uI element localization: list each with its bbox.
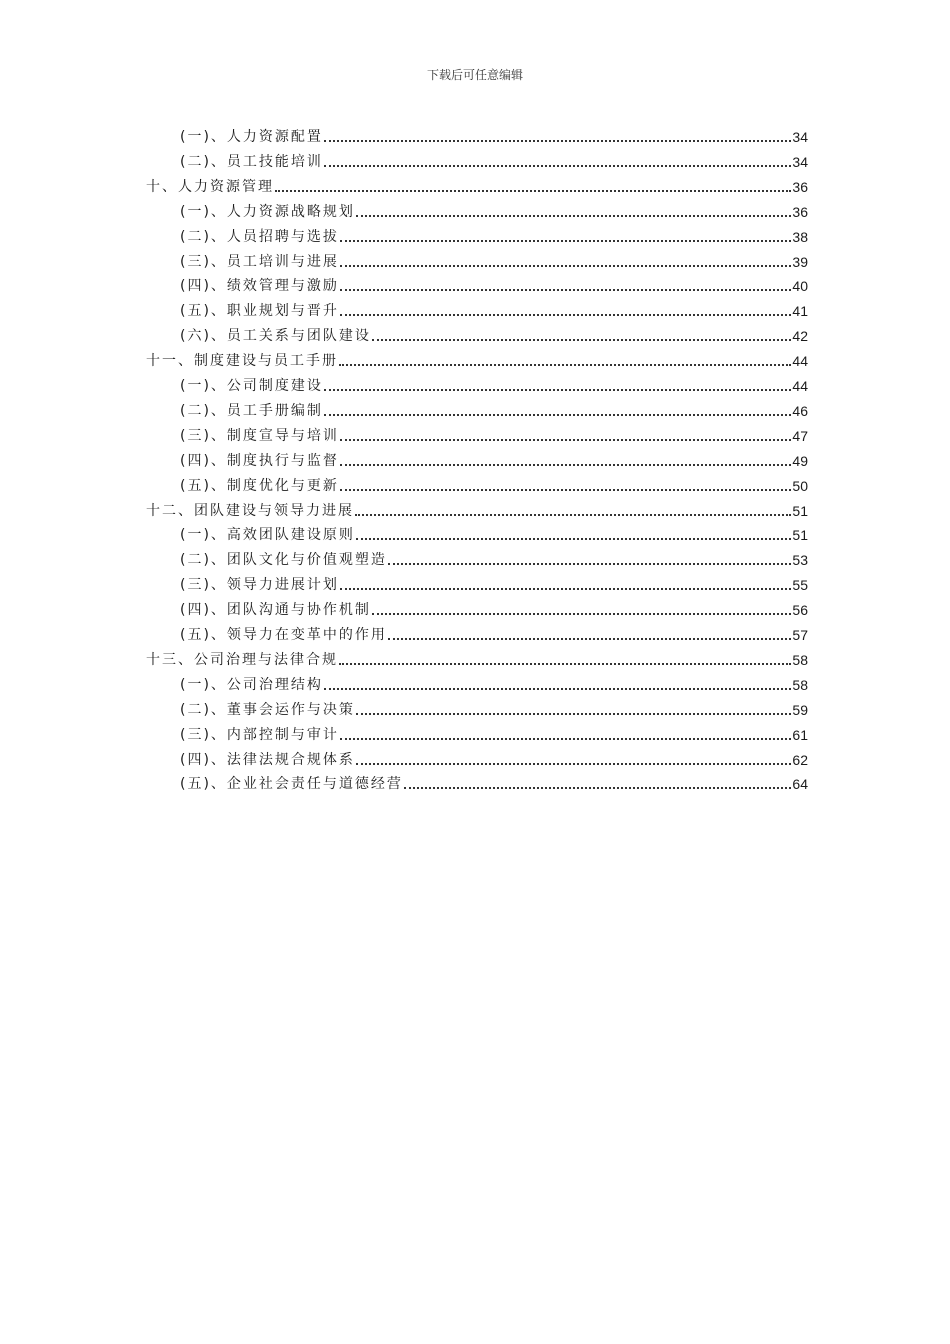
toc-entry-title: (一)、人力资源配置 xyxy=(180,129,323,145)
toc-section-entry[interactable] xyxy=(180,749,808,771)
toc-entry-title: 十、人力资源管理 xyxy=(146,179,274,195)
toc-entry-title: (六)、员工关系与团队建设 xyxy=(180,328,371,344)
toc-entry-title: (二)、董事会运作与决策 xyxy=(180,702,355,718)
toc-section-entry[interactable] xyxy=(180,300,808,322)
toc-page-number: 36 xyxy=(792,204,808,220)
toc-dot-leader xyxy=(388,563,791,565)
toc-section-entry[interactable] xyxy=(180,375,808,397)
toc-entry-title: (二)、员工技能培训 xyxy=(180,154,323,170)
toc-page-number: 51 xyxy=(792,503,808,519)
toc-entry-title: (三)、内部控制与审计 xyxy=(180,727,339,743)
page-header: 下载后可任意编辑 xyxy=(426,68,523,82)
toc-entry-title: (三)、领导力进展计划 xyxy=(180,577,339,593)
toc-page-number: 61 xyxy=(792,727,808,743)
toc-dot-leader xyxy=(340,314,791,316)
toc-entry-title: 十三、公司治理与法律合规 xyxy=(146,652,338,668)
toc-page-number: 51 xyxy=(792,527,808,543)
toc-dot-leader xyxy=(324,165,791,167)
toc-dot-leader xyxy=(356,538,791,540)
toc-entry-title: (一)、高效团队建设原则 xyxy=(180,527,355,543)
toc-section-entry[interactable] xyxy=(180,425,808,447)
toc-section-entry[interactable] xyxy=(180,226,808,248)
toc-entry-title: (三)、制度宣导与培训 xyxy=(180,428,339,444)
toc-section-entry[interactable] xyxy=(180,400,808,422)
toc-entry-title: (四)、制度执行与监督 xyxy=(180,453,339,469)
toc-entry-title: (二)、员工手册编制 xyxy=(180,403,323,419)
toc-entry-title: (五)、领导力在变革中的作用 xyxy=(180,627,387,643)
toc-dot-leader xyxy=(340,588,791,590)
toc-page-number: 47 xyxy=(792,428,808,444)
toc-section-entry[interactable] xyxy=(180,699,808,721)
toc-dot-leader xyxy=(404,787,791,789)
toc-dot-leader xyxy=(340,489,791,491)
toc-page-number: 44 xyxy=(792,353,808,369)
toc-dot-leader xyxy=(356,713,791,715)
toc-section-entry[interactable] xyxy=(180,674,808,696)
toc-section-entry[interactable] xyxy=(180,574,808,596)
toc-chapter-entry[interactable] xyxy=(146,649,808,671)
toc-section-entry[interactable] xyxy=(180,475,808,497)
toc-dot-leader xyxy=(340,240,791,242)
toc-page-number: 58 xyxy=(792,652,808,668)
toc-entry-title: (四)、法律法规合规体系 xyxy=(180,752,355,768)
toc-section-entry[interactable] xyxy=(180,275,808,297)
toc-entry-title: (五)、企业社会责任与道德经营 xyxy=(180,776,403,792)
toc-page-number: 62 xyxy=(792,752,808,768)
toc-entry-title: (四)、团队沟通与协作机制 xyxy=(180,602,371,618)
toc-page-number: 34 xyxy=(792,154,808,170)
toc-page-number: 40 xyxy=(792,278,808,294)
toc-dot-leader xyxy=(355,514,791,516)
toc-dot-leader xyxy=(340,289,791,291)
toc-dot-leader xyxy=(324,389,791,391)
toc-page-number: 44 xyxy=(792,378,808,394)
toc-entry-title: (四)、绩效管理与激励 xyxy=(180,278,339,294)
toc-page-number: 64 xyxy=(792,776,808,792)
toc-page-number: 34 xyxy=(792,129,808,145)
toc-section-entry[interactable] xyxy=(180,624,808,646)
toc-page-number: 55 xyxy=(792,577,808,593)
toc-page-number: 36 xyxy=(792,179,808,195)
toc-dot-leader xyxy=(339,364,791,366)
toc-page-number: 58 xyxy=(792,677,808,693)
toc-dot-leader xyxy=(356,215,791,217)
toc-section-entry[interactable] xyxy=(180,549,808,571)
toc-dot-leader xyxy=(340,265,791,267)
toc-page-number: 50 xyxy=(792,478,808,494)
toc-page-number: 53 xyxy=(792,552,808,568)
toc-dot-leader xyxy=(324,688,791,690)
toc-section-entry[interactable] xyxy=(180,126,808,148)
toc-dot-leader xyxy=(388,638,791,640)
toc-page-number: 57 xyxy=(792,627,808,643)
toc-section-entry[interactable] xyxy=(180,450,808,472)
toc-page-number: 39 xyxy=(792,254,808,270)
toc-entry-title: (二)、人员招聘与选拔 xyxy=(180,229,339,245)
toc-dot-leader xyxy=(275,190,791,192)
toc-dot-leader xyxy=(340,464,791,466)
toc-entry-title: 十一、制度建设与员工手册 xyxy=(146,353,338,369)
toc-section-entry[interactable] xyxy=(180,524,808,546)
toc-dot-leader xyxy=(340,738,791,740)
toc-chapter-entry[interactable] xyxy=(146,176,808,198)
toc-section-entry[interactable] xyxy=(180,151,808,173)
toc-chapter-entry[interactable] xyxy=(146,350,808,372)
toc-section-entry[interactable] xyxy=(180,599,808,621)
toc-dot-leader xyxy=(372,339,791,341)
toc-entry-title: (二)、团队文化与价值观塑造 xyxy=(180,552,387,568)
toc-dot-leader xyxy=(339,663,791,665)
toc-dot-leader xyxy=(324,414,791,416)
toc-entry-title: (一)、人力资源战略规划 xyxy=(180,204,355,220)
toc-page-number: 49 xyxy=(792,453,808,469)
toc-page-number: 59 xyxy=(792,702,808,718)
toc-page-number: 42 xyxy=(792,328,808,344)
toc-entry-title: (一)、公司制度建设 xyxy=(180,378,323,394)
toc-page-number: 46 xyxy=(792,403,808,419)
toc-entry-title: (五)、职业规划与晋升 xyxy=(180,303,339,319)
toc-section-entry[interactable] xyxy=(180,251,808,273)
toc-dot-leader xyxy=(372,613,791,615)
toc-chapter-entry[interactable] xyxy=(146,500,808,522)
toc-entry-title: 十二、团队建设与领导力进展 xyxy=(146,503,354,519)
toc-entry-title: (一)、公司治理结构 xyxy=(180,677,323,693)
toc-entry-title: (三)、员工培训与进展 xyxy=(180,254,339,270)
toc-section-entry[interactable] xyxy=(180,724,808,746)
toc-page-number: 38 xyxy=(792,229,808,245)
toc-dot-leader xyxy=(356,763,791,765)
toc-section-entry[interactable] xyxy=(180,201,808,223)
toc-dot-leader xyxy=(324,140,791,142)
toc-section-entry[interactable] xyxy=(180,773,808,795)
toc-dot-leader xyxy=(340,439,791,441)
toc-entry-title: (五)、制度优化与更新 xyxy=(180,478,339,494)
toc-section-entry[interactable] xyxy=(180,325,808,347)
toc-page-number: 41 xyxy=(792,303,808,319)
toc-page-number: 56 xyxy=(792,602,808,618)
